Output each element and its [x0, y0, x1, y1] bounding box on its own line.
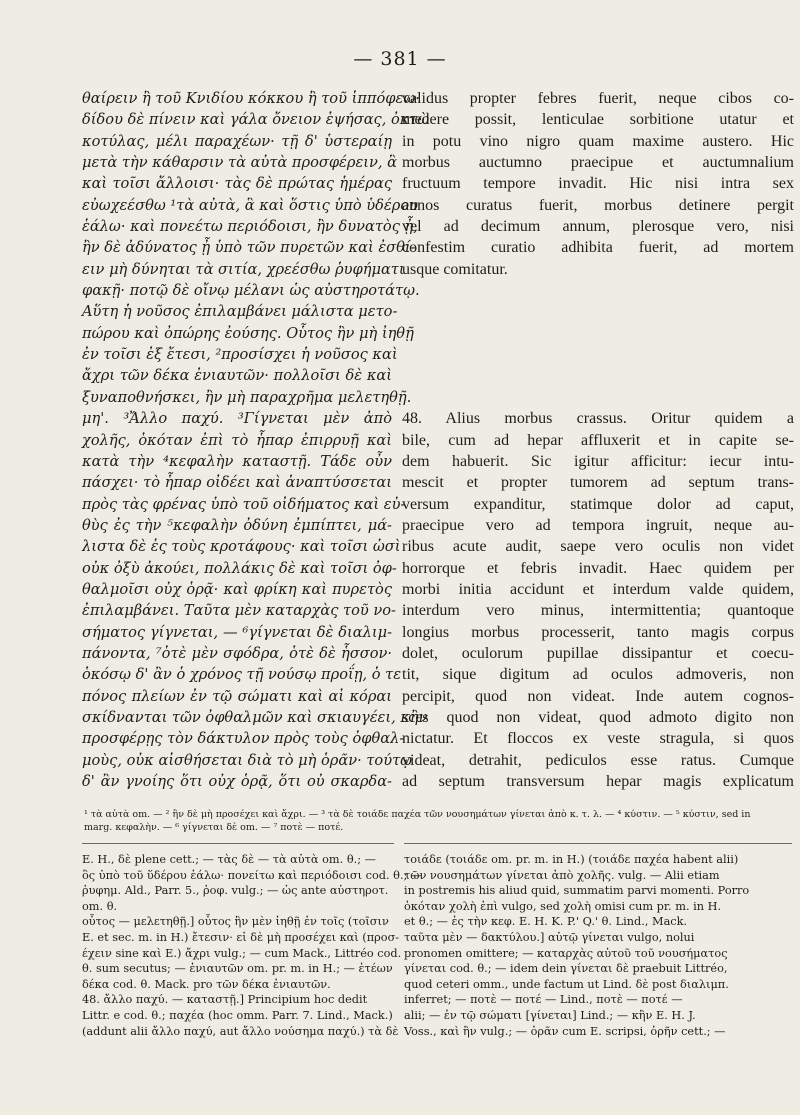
latin-line: ribus acute audit, saepe vero oculis non videt [402, 538, 794, 556]
greek-line: θὺς ἐς τὴν ⁵κεφαλὴν ὀδύνη ἐμπίπτει, μά- [82, 516, 392, 534]
apparatus-line: τοιάδε (τοιάδε om. pr. m. in H.) (τοιάδε παχέα habent alii) [404, 853, 739, 866]
greek-line: πρὸς τὰς φρένας ὑπὸ τοῦ οἰδήματος καὶ εὐ- [82, 495, 406, 513]
footnote-line: ¹ τὰ αὐτὰ om. — ² ἢν δὲ μὴ προσέχει καὶ ἄχρι. — ³ τὰ δὲ τοιάδε παχέα τῶν νουσημάτων γίνεται ἀπὸ κ. τ. λ. — ⁴ κύστιν. — ⁵ κύστιν, sed in [84, 809, 751, 820]
latin-line: tit, sique digitum ad oculos admoveris, non [402, 666, 794, 684]
footnotes [84, 808, 784, 834]
latin-line: nictatur. Et floccos ex veste stragula, si quos [402, 730, 794, 748]
greek-line: μετὰ τὴν κάθαρσιν τὰ αὐτὰ προσφέρειν, ἃ [82, 154, 398, 172]
latin-line: fructuum tempore invadit. Hic nisi intra sex [402, 175, 794, 193]
greek-line: εὐωχεέσθω ¹τὰ αὐτὰ, ἃ καὶ ὅστις ὑπὸ ὑδέρου [82, 196, 418, 214]
apparatus-line: ὃς ὑπὸ τοῦ ὕδέρου ἑάλω· πονείτω καὶ περιόδοισι cod. θ.; — [82, 868, 423, 882]
column-gap [402, 323, 794, 344]
apparatus-line: quod ceteri omm., unde factum ut Lind. δὲ post διαλιμπ. [404, 977, 729, 991]
greek-line: χολῆς, ὁκόταν ἐπὶ τὸ ἧπαρ ἐπιρρυῇ καὶ [82, 431, 392, 449]
greek-line: μη'. ³Ἄλλο παχύ. ³Γίγνεται μὲν ἀπὸ [82, 410, 392, 428]
latin-line: vel ad decimum annum, plerosque vero, nisi [402, 218, 794, 236]
greek-line: σήματος γίγνεται, — ⁶γίγνεται δὲ διαλιμ- [82, 623, 392, 641]
greek-text-column [82, 88, 430, 792]
column-gap [402, 365, 794, 386]
apparatus-line: θ. sum secutus; — ἐνιαυτῶν om. pr. m. in H.; — ἐτέων [82, 962, 393, 976]
latin-line: interdum vero minus, intermittentia; quantoque [402, 602, 794, 620]
greek-line: θαλμοῖσι οὐχ ὁρᾷ· καὶ φρίκη καὶ πυρετὸς [82, 580, 392, 598]
apparatus-line: ῥυφημ. Ald., Parr. 5., ῥοφ. vulg.; — ὡς ante αὐστηροτ. [82, 884, 389, 898]
footnote-line: marg. κεφαλὴν. — ⁶ γίγνεται δὲ om. — ⁷ ποτὲ — ποτέ. [84, 822, 344, 833]
apparatus-line: δέκα cod. θ. Mack. pro τῶν δέκα ἐνιαυτῶν. [82, 977, 331, 991]
greek-line: ξυναποθνήσκει, ἢν μὴ παραχρῆμα μελετηθῇ. [82, 388, 412, 406]
page-number: — 381 — [353, 48, 447, 70]
column-gap [402, 387, 794, 408]
latin-line: longius morbus processerit, tanto magis corpus [402, 623, 794, 641]
greek-line: Αὕτη ἡ νοῦσος ἐπιλαμβάνει μάλιστα μετο- [82, 303, 398, 321]
apparatus-line: inferret; — ποτὲ — ποτέ — Lind., ποτὲ — ποτέ — [404, 993, 683, 1007]
apparatus-line: in postremis his aliud quid, summatim parvi momenti. Porro [404, 884, 750, 898]
greek-line: δ' ἂν γνοίης ὅτι οὐχ ὁρᾷ, ὅτι οὐ σκαρδα- [82, 773, 392, 790]
greek-line: ἢν δὲ ἀδύνατος ᾖ ὑπὸ τῶν πυρετῶν καὶ ἐσθί- [82, 239, 416, 257]
column-gap [402, 280, 794, 301]
greek-line: πώρου καὶ ὀπώρης ἐούσης. Οὗτος ἢν μὴ ἰηθῇ [82, 324, 414, 342]
apparatus-line: οὗτος — μελετηθῇ.] οὗτος ἢν μὲν ἰηθῇ ἐν τοῖς (τοῖσιν [82, 915, 389, 929]
latin-line: medere possit, lenticulae sorbitione utatur et [402, 111, 794, 129]
greek-line: προσφέρῃς τὸν δάκτυλον πρὸς τοὺς ὀφθαλ- [82, 730, 405, 748]
latin-line: versum expanditur, statimque dolor ad caput, [402, 495, 794, 513]
greek-line: πάνοντα, ⁷ὁτὲ μὲν σφόδρα, ὁτὲ δὲ ἧσσον· [82, 644, 392, 662]
latin-line: annos curatus fuerit, morbus detinere pergit [402, 196, 794, 214]
greek-line: θαίρειν ἢ τοῦ Κνιδίου κόκκου ἢ τοῦ ἱππόφεω· [82, 90, 420, 107]
greek-line: πάσχει· τὸ ἧπαρ οἰδέει καὶ ἀναπτύσσεται [82, 474, 392, 492]
critical-apparatus-left [82, 852, 423, 1039]
latin-translation-column [402, 88, 794, 792]
latin-line: videat, detrahit, pediculos esse ratus. Cumque [402, 751, 794, 769]
apparatus-line: 48. ἄλλο παχύ. — καταστῇ.] Principium hoc dedit [82, 993, 368, 1007]
latin-line: morbi initia accidunt et interdum valde quidem, [402, 580, 794, 598]
critical-apparatus-right [404, 852, 792, 1039]
apparatus-line: et θ.; — ἐς τὴν κεφ. E. H. K. P.' Q.' θ. Lind., Mack. [404, 915, 688, 929]
column-gap [402, 301, 794, 322]
greek-line: κατὰ τὴν ⁴κεφαλὴν καταστῇ. Τάδε οὖν [82, 452, 392, 470]
greek-line: δίδου δὲ πίνειν καὶ γάλα ὄνειον ἑψήσας, ὀκτὼ [82, 111, 430, 129]
apparatus-line: alii; — ἐν τῷ σώματι [γίνεται] Lind.; — κἢν E. H. J. [404, 1008, 696, 1022]
greek-line: ἄχρι τῶν δέκα ἐνιαυτῶν· πολλοῖσι δὲ καὶ [82, 367, 392, 385]
apparatus-line: (addunt alii ἄλλο παχύ, aut ἄλλο νούσημα παχύ.) τὰ δὲ [82, 1024, 399, 1038]
latin-line: sces quod non videat, quod admoto digito non [402, 708, 794, 726]
greek-line: λιστα δὲ ἐς τοὺς κροτάφους· καὶ τοῖσι ὠσὶ [82, 538, 401, 556]
greek-line: καὶ τοῖσι ἄλλοισι· τὰς δὲ πρώτας ἡμέρας [82, 175, 392, 193]
apparatus-line: E. et sec. m. in H.) ἔτεσιν· εἰ δὲ μὴ προσέχει καὶ (προσ- [82, 930, 400, 944]
latin-line: dolet, oculorum pupillae dissipantur et coecu- [402, 644, 794, 662]
greek-line: ἐν τοῖσι ἐξ ἔτεσι, ²προσίσχει ἡ νοῦσος καὶ [82, 346, 398, 364]
greek-line: ὁκόσῳ δ' ἂν ὁ χρόνος τῇ νούσῳ προΐῃ, ὁ τε [82, 666, 402, 684]
apparatus-rule-left [82, 843, 394, 844]
greek-line: ἐπιλαμβάνει. Ταῦτα μὲν καταρχὰς τοῦ νο- [82, 602, 396, 620]
latin-line: validus propter febres fuerit, neque cibos co- [402, 90, 794, 107]
latin-line: horrorque et febris invadit. Haec quidem per [402, 559, 794, 577]
latin-line: mescit et propter tumorem ad septum trans- [402, 474, 794, 492]
greek-line: φακῇ· ποτῷ δὲ οἴνῳ μέλανι ὡς αὐστηροτάτῳ. [82, 282, 420, 300]
apparatus-line: τῶν νουσημάτων γίνεται ἀπὸ χολῆς. vulg. — Alii etiam [404, 868, 720, 882]
apparatus-line: om. θ. [82, 899, 118, 913]
greek-line: κοτύλας, μέλι παραχέων· τῇ δ' ὑστεραίῃ [82, 132, 392, 150]
apparatus-line: γίνεται cod. θ.; — idem dein γίνεται δὲ praebuit Littréo, [404, 962, 728, 976]
latin-line: dem habuerit. Sic igitur afficitur: iecur intu- [402, 452, 794, 470]
latin-line: percipit, quod non videat. Inde autem cognos- [402, 687, 794, 705]
latin-line: in potu vino nigro quam maxime austero. Hic [402, 132, 794, 150]
latin-line: morbus auctumno praecipue et auctumnalium [402, 154, 794, 172]
greek-line: ειν μὴ δύνηται τὰ σιτία, χρεέσθω ῥυφήματι [82, 260, 405, 278]
apparatus-line: ταῦτα μὲν — δακτύλου.] αὐτῷ γίνεται vulgo, nolui [404, 930, 695, 944]
apparatus-line: Voss., καὶ ἢν vulg.; — ὁρᾶν cum E. scripsi, ὁρῆν cett.; — [404, 1024, 726, 1038]
greek-line: σκίδνανται τῶν ὀφθαλμῶν καὶ σκιαυγέει, κἢν [82, 708, 428, 726]
greek-line: ἑάλω· καὶ πονεέτω περιόδοισι, ἢν δυνατὸς ᾖ, [82, 218, 418, 236]
latin-line: usque comitatur. [402, 260, 508, 278]
latin-line: praecipue vero ad tempora ingruit, neque au- [402, 516, 794, 534]
greek-line: μοὺς, οὐκ αἰσθήσεται διὰ τὸ μὴ ὁρᾶν· τούτῳ [82, 751, 413, 769]
apparatus-line: E. H., δὲ plene cett.; — τὰς δὲ — τὰ αὐτὰ om. θ.; — [82, 853, 376, 866]
apparatus-rule-right [404, 843, 792, 844]
apparatus-line: ὁκόταν χολὴ ἐπὶ vulgo, sed χολὴ omisi cum pr. m. in H. [404, 899, 722, 913]
latin-line: 48. Alius morbus crassus. Oritur quidem a [402, 410, 794, 428]
latin-line: ad septum transversum hepar magis explicatum [402, 773, 794, 790]
greek-line: οὐκ ὀξὺ ἀκούει, πολλάκις δὲ καὶ τοῖσι ὀφ- [82, 559, 397, 577]
latin-line: bile, cum ad hepar affluxerit et in capite se- [402, 431, 794, 449]
column-gap [402, 344, 794, 365]
apparatus-line: pronomen omittere; — καταρχὰς αὐτοῦ τοῦ νουσήματος [404, 946, 728, 960]
latin-line: confestim curatio adhibita fuerit, ad mortem [402, 239, 794, 257]
apparatus-line: έχειν sine καὶ E.) ἄχρι vulg.; — cum Mack., Littréo cod. [82, 946, 402, 960]
greek-line: πόνος πλείων ἐν τῷ σώματι καὶ αἱ κόραι [82, 687, 392, 705]
apparatus-line: Littr. e cod. θ.; παχέα (hoc omm. Parr. 7. Lind., Mack.) [82, 1008, 393, 1022]
